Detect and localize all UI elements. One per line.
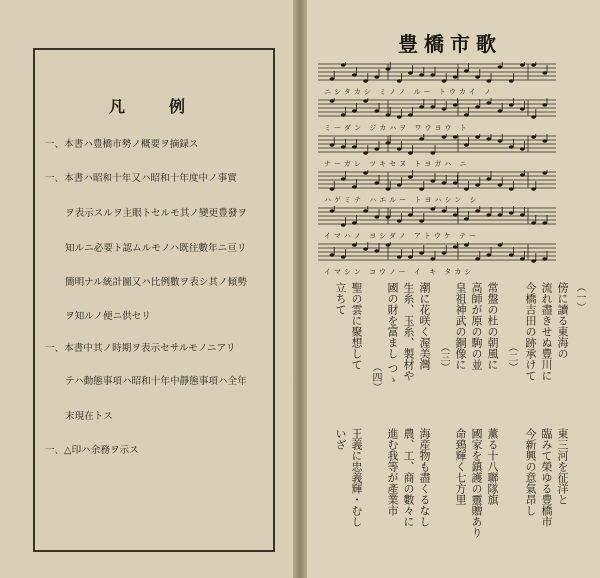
note-head <box>509 211 514 214</box>
stave-2 <box>318 98 558 134</box>
note-head <box>542 257 547 260</box>
note-head <box>509 253 514 256</box>
note-head <box>430 257 435 260</box>
note-head <box>520 257 525 260</box>
stave-4 <box>318 170 558 206</box>
score-lyric-4: ハゲミテ ハエルー トヨハシン シ <box>324 196 480 204</box>
verse-number-3: （三） <box>438 342 449 372</box>
note-head <box>397 79 402 82</box>
verse-3-line-2: 生糸、玉糸、製材や <box>402 282 415 381</box>
note-head <box>442 135 447 138</box>
note-head <box>475 135 480 138</box>
note-head <box>542 103 547 106</box>
score-lyric-6: イマシン コウノー イ キ タカシ <box>324 268 475 276</box>
note-head <box>341 177 346 180</box>
verse-1-line-3: 今橋吉田の跡承けて <box>524 282 537 381</box>
verse-number-2: （二） <box>506 342 517 372</box>
note-head <box>363 99 368 102</box>
staff-lines <box>318 242 558 266</box>
verse-3-low-3: 進む我等が產業市 <box>386 428 399 516</box>
rule-line-6: ヲ知ルノ便ニ供セリ <box>65 311 151 322</box>
note-head <box>486 79 491 82</box>
note-head <box>520 173 525 176</box>
note-head <box>352 73 357 76</box>
note-head <box>430 73 435 76</box>
song-verses <box>314 282 586 562</box>
note-head <box>374 109 379 112</box>
note-head <box>475 257 480 260</box>
note-head <box>498 65 503 68</box>
note-head <box>442 107 447 110</box>
note-head <box>509 187 514 190</box>
note-head <box>330 209 335 212</box>
note-head <box>531 259 536 262</box>
score-lyric-1: ニシタカシ ミノノ ルー トウカイ ノ <box>324 88 494 96</box>
note-head <box>498 183 503 186</box>
note-head <box>442 181 447 184</box>
note-head <box>419 187 424 190</box>
note-head <box>374 75 379 78</box>
staff-lines <box>318 170 558 194</box>
rule-line-2: 一、本書ハ昭和十年又ハ昭和十年度中ノ事實 <box>45 173 237 184</box>
note-head <box>464 217 469 220</box>
note-head <box>341 63 346 66</box>
note-head <box>397 115 402 118</box>
verse-4-low-2: いざ <box>334 428 347 450</box>
note-head <box>542 71 547 74</box>
note-head <box>464 143 469 146</box>
rule-line-3: ヲ表示スルヲ主眼トセルモ其ノ變更豊發ヲ <box>65 208 247 219</box>
note-head <box>341 113 346 116</box>
note-head <box>330 253 335 256</box>
note-head <box>531 115 536 118</box>
verse-2-line-1: 常盤の杜の朝風に <box>486 282 499 370</box>
note-head <box>419 105 424 108</box>
stave-6 <box>318 242 558 278</box>
note-head <box>408 151 413 154</box>
verse-2-low-1: 薫る十八聯隊旗 <box>486 428 499 505</box>
note-head <box>408 113 413 116</box>
note-head <box>363 151 368 154</box>
song-title: 豊橋市歌 <box>398 32 502 56</box>
verse-4-low-1: 王義に忠義輝・むし <box>350 428 363 527</box>
note-head <box>520 107 525 110</box>
note-head <box>509 103 514 106</box>
note-head <box>486 177 491 180</box>
staff-lines <box>318 62 558 86</box>
book-gutter <box>293 0 307 578</box>
staff-lines <box>318 206 558 230</box>
note-head <box>374 249 379 252</box>
note-head <box>442 209 447 212</box>
note-head <box>531 221 536 224</box>
note-head <box>419 219 424 222</box>
note-head <box>352 221 357 224</box>
note-head <box>419 251 424 254</box>
verse-1-low-2: 臨みて榮ゆる豊橋市 <box>540 428 553 527</box>
note-head <box>453 75 458 78</box>
note-head <box>498 139 503 142</box>
score-lyric-3: ナーガレ ツキセヌ トヨガハ ニ <box>324 160 470 168</box>
note-head <box>464 243 469 246</box>
verse-2-line-3: 皇祖神武の銅像に <box>454 282 467 370</box>
note-head <box>408 71 413 74</box>
note-head <box>531 63 536 66</box>
rule-line-7: 一、本書中其ノ時期ヲ表示セサルモノニアリ <box>45 343 236 354</box>
note-head <box>464 187 469 190</box>
note-head <box>498 243 503 246</box>
note-head <box>486 137 491 140</box>
verse-2-line-2: 高師が原の駒の並 <box>470 282 483 370</box>
note-head <box>363 79 368 82</box>
note-head <box>341 223 346 226</box>
note-head <box>486 101 491 104</box>
verse-1-line-2: 流れ盡きせぬ豊川に <box>540 282 553 381</box>
note-head <box>374 215 379 218</box>
stave-1 <box>318 62 558 98</box>
note-head <box>542 139 547 142</box>
note-head <box>464 69 469 72</box>
note-head <box>430 207 435 210</box>
note-head <box>430 105 435 108</box>
note-head <box>453 213 458 216</box>
note-head <box>330 143 335 146</box>
note-head <box>542 171 547 174</box>
verse-number-4: （四） <box>370 362 381 392</box>
note-head <box>352 109 357 112</box>
note-head <box>408 213 413 216</box>
note-head <box>430 179 435 182</box>
verse-1-low-1: 東三河を征洋と <box>556 428 569 505</box>
rule-line-9: 末現在トス <box>65 411 113 422</box>
note-head <box>352 243 357 246</box>
note-head <box>352 145 357 148</box>
note-head <box>374 181 379 184</box>
note-head <box>520 63 525 66</box>
note-head <box>475 75 480 78</box>
rule-line-5: 簡明ナル統計圖又ハ比例數ヲ表シ其ノ傾勢 <box>65 277 247 288</box>
note-head <box>475 105 480 108</box>
note-head <box>442 79 447 82</box>
note-head <box>453 181 458 184</box>
note-head <box>363 247 368 250</box>
note-head <box>408 255 413 258</box>
note-head <box>363 209 368 212</box>
rule-line-8: テハ動態事項ハ昭和十年中靜態事項ハ全年 <box>65 376 247 387</box>
verse-4-line-2: 立ちて <box>334 282 347 315</box>
note-head <box>408 175 413 178</box>
note-head <box>453 245 458 248</box>
score-lyric-2: ミーダン ジカハヲ ワウヨウ ト <box>324 124 470 132</box>
note-head <box>341 255 346 258</box>
rule-line-4: 知ルニ必要ト認ムルモノハ既往數年ニ亘リ <box>65 243 247 254</box>
note-head <box>520 147 525 150</box>
staff-lines <box>318 98 558 122</box>
note-head <box>430 151 435 154</box>
note-head <box>531 187 536 190</box>
verse-3-low-1: 海産物も盡くるなし <box>418 428 431 527</box>
note-head <box>509 79 514 82</box>
note-head <box>498 213 503 216</box>
note-head <box>419 137 424 140</box>
note-head <box>531 135 536 138</box>
note-head <box>542 221 547 224</box>
rule-line-10: 一、△印ハ余務ヲ示ス <box>45 445 139 456</box>
verse-3-low-2: 農、工、商の數々に <box>402 428 415 527</box>
note-head <box>419 73 424 76</box>
note-head <box>397 147 402 150</box>
note-head <box>498 109 503 112</box>
note-head <box>352 185 357 188</box>
preface-frame <box>33 48 275 552</box>
verse-1-line-1: 傍に讀る東海の <box>556 282 569 359</box>
note-head <box>486 213 491 216</box>
note-head <box>374 147 379 150</box>
note-head <box>341 145 346 148</box>
note-head <box>330 99 335 102</box>
staff-lines <box>318 134 558 158</box>
note-head <box>453 135 458 138</box>
verse-4-line-1: 聖の雲に聚想して <box>350 282 363 370</box>
note-head <box>397 219 402 222</box>
note-head <box>363 171 368 174</box>
note-head <box>397 183 402 186</box>
note-head <box>509 145 514 148</box>
stave-5 <box>318 206 558 242</box>
note-head <box>453 103 458 106</box>
note-head <box>397 255 402 258</box>
verse-3-line-3: 國の財を富まし つゝ <box>386 282 399 385</box>
verse-1-low-3: 今新興の意氣昂し <box>524 428 537 516</box>
note-head <box>475 209 480 212</box>
note-head <box>486 253 491 256</box>
verse-3-line-1: 潮に花咲く渥美灣 <box>418 282 431 370</box>
verse-2-low-3: 命鵄輝く七方里 <box>454 428 467 505</box>
note-head <box>442 251 447 254</box>
score-lyric-5: イマハノ ヨシダノ アトウケ テー <box>324 232 480 240</box>
note-head <box>330 187 335 190</box>
preface-heading: 凡例 <box>108 97 229 116</box>
note-head <box>330 77 335 80</box>
verse-number-1: （一） <box>574 282 585 312</box>
note-head <box>520 213 525 216</box>
rule-line-1: 一、本書ハ豊橋市勢ノ概要ヲ摘録ス <box>45 139 199 150</box>
note-head <box>475 183 480 186</box>
stave-3 <box>318 134 558 170</box>
music-score <box>318 62 558 278</box>
verse-2-low-2: 國家を鎮護の靈贈あり <box>470 428 483 538</box>
note-head <box>464 113 469 116</box>
